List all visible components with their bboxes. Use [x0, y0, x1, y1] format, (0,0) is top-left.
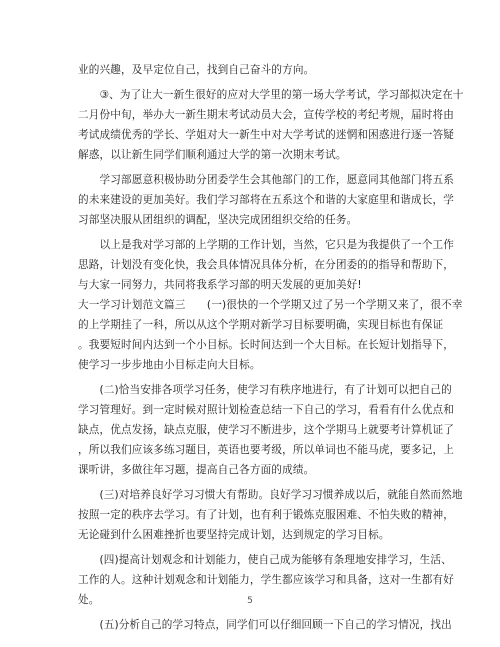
text-line: 按照一定的秩序去学习。有了计划，也有利于锻炼克服困难、不怕失败的精神， [78, 509, 455, 521]
text-line: 处。 [78, 594, 100, 606]
text-line: (二)恰当安排各项学习任务，使学习有秩序地进行，有了计划可以把自己的 [78, 384, 452, 396]
text-line: 业的兴趣，及早定位自己，找到自己奋斗的方向。 [78, 64, 315, 76]
text-line: ，所以我们应该多练习题目，英语也要考级，所以单词也不能马虎，要多记，上 [78, 444, 455, 456]
page-number: 5 [247, 596, 253, 606]
text-line: ③、为了让大一新生很好的应对大学里的第一场大学考试，学习部拟决定在十 [78, 89, 464, 101]
text-line: 学习部愿意积极协助分团委学生会其他部门的工作，愿意同其他部门将五系 [78, 174, 455, 186]
text-line: 课听讲，多做往年习题，提高自己各方面的成绩。 [78, 464, 315, 476]
text-line: 工作的人。这种计划观念和计划能力，学生都应该学习和具备，这对一生都有好 [78, 574, 455, 586]
text-line: 的上学期挂了一科，所以从这个学期对新学习目标要明确，实现目标也有保证 [78, 319, 444, 331]
text-line: 的未来建设的更加美好。我们学习部将在五系这个和谐的大家庭里和谐成长，学 [78, 194, 455, 206]
text-line: 学习管理好。到一定时候对照计划检查总结一下自己的学习，看看有什么优点和 [78, 404, 455, 416]
text-line: 考试成绩优秀的学长、学姐对大一新生中对大学考试的迷惘和困惑进行逐一答疑 [78, 129, 455, 141]
text-line: 缺点，优点发扬，缺点克服，使学习不断进步，这个学期马上就要考计算机证了 [78, 424, 455, 436]
text-line: (五)分析自己的学习特点，同学们可以仔细回顾一下自己的学习情况，找出 [78, 619, 452, 631]
text-line: 。我要短时间内达到一个小目标。长时间达到一个大目标。在长短计划指导下， [78, 339, 455, 351]
text-line: 习部坚决服从团组织的调配，坚决完成团组织交给的任务。 [78, 214, 358, 226]
text-line: (三)对培养良好学习习惯大有帮助。良好学习习惯养成以后，就能自然而然地 [78, 489, 463, 501]
text-line: 与大家一同努力，共同将我系学习部的明天发展的更加美好! [78, 279, 362, 291]
text-line: 思路，计划没有变化快，我会具体情况具体分析，在分团委的的指导和帮助下， [78, 259, 455, 271]
text-line: 无论碰到什么困难挫折也要坚持完成计划，达到规定的学习目标。 [78, 529, 390, 541]
text-line: 解惑，以让新生同学们顺利通过大学的第一次期末考试。 [78, 149, 347, 161]
text-line: 使学习一步步地由小目标走向大目标。 [78, 359, 261, 371]
text-line: 大一学习计划范文篇三 (一)很快的一个学期又过了另一个学期又来了，很不幸 [78, 299, 463, 311]
text-line: 以上是我对学习部的上学期的工作计划，当然，它只是为我提供了一个工作 [78, 239, 455, 251]
text-line: (四)提高计划观念和计划能力，使自己成为能够有条理地安排学习，生活、 [78, 554, 452, 566]
text-line: 二月份中旬，举办大一新生期末考试动员大会，宣传学校的考纪考规，届时将由 [78, 109, 455, 121]
